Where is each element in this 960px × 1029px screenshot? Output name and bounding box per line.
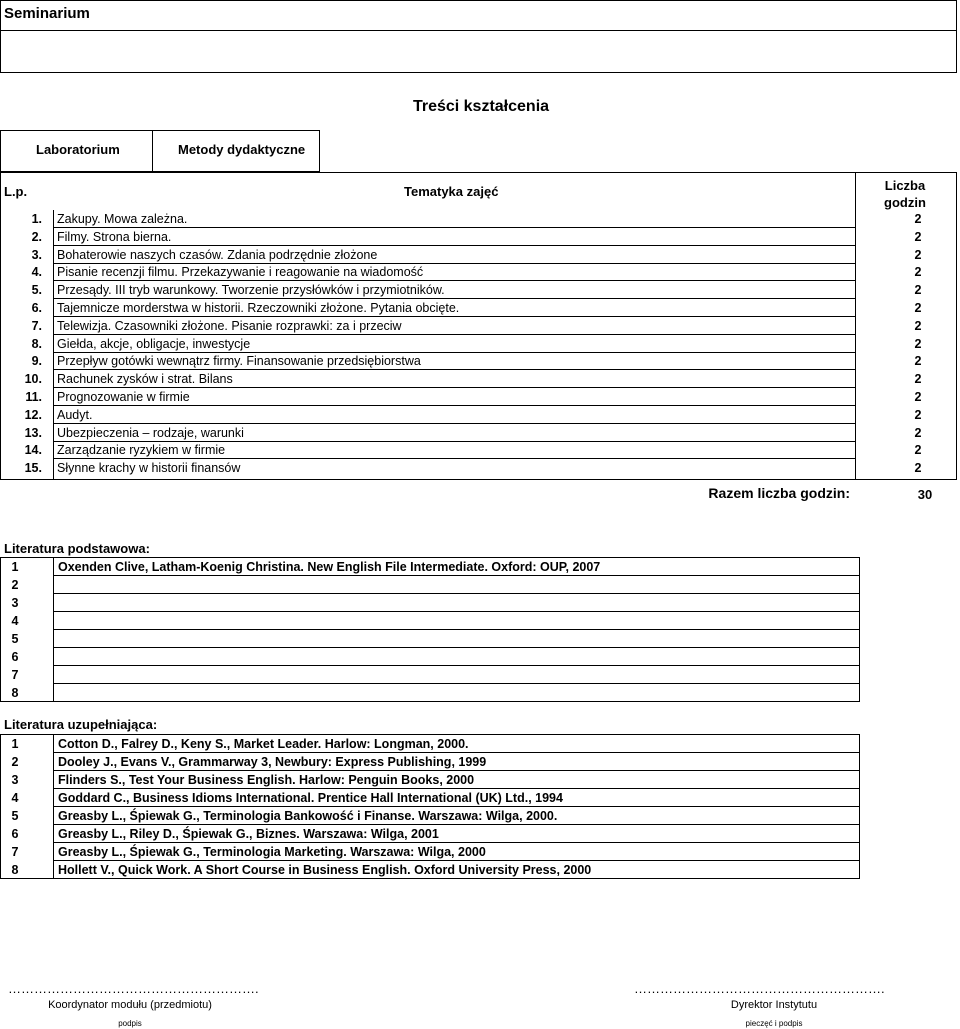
topic-hours: 2 xyxy=(914,443,922,458)
topic-num: 3. xyxy=(31,247,42,262)
topic-row xyxy=(0,441,957,459)
literature-text: Greasby L., Riley D., Śpiewak G., Biznes. Warszawa: Wilga, 2001 xyxy=(58,827,439,841)
topic-num: 11. xyxy=(25,390,42,404)
literature-text: Cotton D., Falrey D., Keny S., Market Leader. Harlow: Longman, 2000. xyxy=(58,737,469,751)
topic-text: Ubezpieczenia – rodzaje, warunki xyxy=(57,425,244,440)
literature-num: 8 xyxy=(11,863,19,877)
laboratorium-divider xyxy=(152,130,153,172)
literature-row xyxy=(0,684,860,702)
topic-num: 5. xyxy=(31,283,42,298)
metody-dydaktyczne-label: Metody dydaktyczne xyxy=(178,142,306,157)
signature-right-label: Dyrektor Instytutu xyxy=(730,999,818,1011)
topic-num: 2. xyxy=(31,229,42,244)
topic-text: Zakupy. Mowa zależna. xyxy=(57,212,188,226)
topic-row xyxy=(0,424,957,442)
topic-hours: 2 xyxy=(914,407,922,422)
literature-num: 4 xyxy=(11,614,19,628)
topic-hours: 2 xyxy=(914,247,922,262)
topic-num: 4. xyxy=(31,265,42,280)
topic-hours: 2 xyxy=(914,461,922,476)
literature-num: 4 xyxy=(11,791,19,805)
topic-hours: 2 xyxy=(914,229,922,244)
topic-hours: 2 xyxy=(914,318,922,333)
topic-row xyxy=(0,210,957,228)
literature-num: 2 xyxy=(11,755,19,769)
literature-row xyxy=(0,735,860,753)
topic-hours: 2 xyxy=(914,390,922,404)
topic-text: Zarządzanie ryzykiem w firmie xyxy=(57,443,226,458)
topic-row xyxy=(0,228,957,246)
lit-uzupelniajaca-heading: Literatura uzupełniająca: xyxy=(4,717,158,732)
topic-text: Giełda, akcje, obligacje, inwestycje xyxy=(57,336,251,351)
total-value: 30 xyxy=(917,487,933,502)
header-tematyka: Tematyka zajęć xyxy=(404,184,499,199)
literature-row xyxy=(0,612,860,630)
literature-row xyxy=(0,630,860,648)
topic-num: 9. xyxy=(31,354,42,369)
signature-left-sub: podpis xyxy=(118,1019,142,1028)
topic-text: Prognozowanie w firmie xyxy=(57,390,190,404)
topic-num: 13. xyxy=(24,425,42,440)
literature-num: 6 xyxy=(11,827,19,841)
topic-hours: 2 xyxy=(914,354,922,369)
topic-num: 8. xyxy=(31,336,42,351)
topic-text: Telewizja. Czasowniki złożone. Pisanie rozprawki: za i przeciw xyxy=(57,318,402,333)
topic-hours: 2 xyxy=(914,336,922,351)
header-lp: L.p. xyxy=(4,184,28,199)
seminarium-box xyxy=(0,0,957,73)
literature-num: 2 xyxy=(11,578,19,592)
literature-row xyxy=(0,576,860,594)
literature-num: 5 xyxy=(11,632,19,646)
literature-num: 6 xyxy=(11,650,19,664)
literature-row xyxy=(0,648,860,666)
literature-text: Greasby L., Śpiewak G., Terminologia Bankowość i Finanse. Warszawa: Wilga, 2000. xyxy=(58,809,558,823)
laboratorium-label: Laboratorium xyxy=(36,142,120,157)
literature-text: Oxenden Clive, Latham-Koenig Christina. New English File Intermediate. Oxford: OUP, 2007 xyxy=(58,560,601,574)
topic-row xyxy=(0,335,957,353)
topic-hours: 2 xyxy=(914,283,922,298)
topic-text: Bohaterowie naszych czasów. Zdania podrzędnie złożone xyxy=(57,247,378,262)
literature-num: 3 xyxy=(11,596,19,610)
header-liczba: Liczba xyxy=(884,178,926,193)
topic-hours: 2 xyxy=(914,425,922,440)
seminarium-divider xyxy=(0,30,957,31)
topic-row xyxy=(0,370,957,388)
topic-row xyxy=(0,406,957,424)
topic-num: 12. xyxy=(24,407,42,422)
literature-num: 1 xyxy=(11,737,19,751)
literature-num: 7 xyxy=(11,845,19,859)
literature-num: 8 xyxy=(11,686,19,700)
topic-text: Tajemnicze morderstwa w historii. Rzeczowniki złożone. Pytania obcięte. xyxy=(57,301,460,315)
topic-row xyxy=(0,246,957,264)
literature-num: 5 xyxy=(11,809,19,823)
header-liczba-godzin xyxy=(860,177,950,211)
literature-text: Dooley J., Evans V., Grammarway 3, Newbury: Express Publishing, 1999 xyxy=(58,755,487,769)
topic-num: 10. xyxy=(24,372,42,387)
topic-text: Przesądy. III tryb warunkowy. Tworzenie przysłówków i przymiotników. xyxy=(57,283,445,298)
literature-row xyxy=(0,825,860,843)
literature-text: Hollett V., Quick Work. A Short Course in Business English. Oxford University Press, 2000 xyxy=(58,863,592,877)
topic-row xyxy=(0,459,957,477)
literature-row xyxy=(0,753,860,771)
page-title xyxy=(0,98,960,116)
topic-text: Pisanie recenzji filmu. Przekazywanie i reagowanie na wiadomość xyxy=(57,265,424,280)
topic-text: Filmy. Strona bierna. xyxy=(57,229,172,244)
topic-num: 1. xyxy=(31,212,42,226)
literature-num: 7 xyxy=(11,668,19,682)
topic-text: Rachunek zysków i strat. Bilans xyxy=(57,372,233,387)
literature-row xyxy=(0,666,860,684)
seminarium-label: Seminarium xyxy=(4,5,90,22)
signature-right-sub: pieczęć i podpis xyxy=(745,1019,803,1028)
topic-text: Słynne krachy w historii finansów xyxy=(57,461,241,476)
topic-hours: 2 xyxy=(914,265,922,280)
topic-row xyxy=(0,388,957,406)
topic-num: 6. xyxy=(31,301,42,315)
topic-row xyxy=(0,317,957,335)
header-godzin: godzin xyxy=(884,195,926,210)
literature-row xyxy=(0,558,860,576)
literature-text: Goddard C., Business Idioms International. Prentice Hall International (UK) Ltd., 1994 xyxy=(58,791,563,805)
topic-num: 7. xyxy=(31,318,42,333)
literature-row xyxy=(0,843,860,861)
signature-right-dots: …………………………………………………. xyxy=(634,981,885,996)
literature-text: Flinders S., Test Your Business English. Harlow: Penguin Books, 2000 xyxy=(58,773,475,787)
literature-row xyxy=(0,789,860,807)
topic-hours: 2 xyxy=(914,372,922,387)
topic-hours: 2 xyxy=(914,212,922,226)
literature-num: 3 xyxy=(11,773,19,787)
literature-num: 1 xyxy=(11,560,19,574)
total-label: Razem liczba godzin: xyxy=(708,485,850,501)
topic-text: Przepływ gotówki wewnątrz firmy. Finansowanie przedsiębiorstwa xyxy=(57,354,421,369)
literature-row xyxy=(0,594,860,612)
page-title-text: Treści kształcenia xyxy=(412,98,550,115)
literature-row xyxy=(0,771,860,789)
topic-row xyxy=(0,352,957,370)
topic-row xyxy=(0,299,957,317)
literature-row xyxy=(0,807,860,825)
literature-text: Greasby L., Śpiewak G., Terminologia Marketing. Warszawa: Wilga, 2000 xyxy=(58,845,486,859)
topic-text: Audyt. xyxy=(57,407,93,422)
topic-row xyxy=(0,263,957,281)
topic-row xyxy=(0,281,957,299)
literature-row xyxy=(0,861,860,879)
topic-hours: 2 xyxy=(914,301,922,315)
signature-left-dots: …………………………………………………. xyxy=(8,981,259,996)
topic-num: 14. xyxy=(24,443,42,458)
topic-num: 15. xyxy=(24,461,42,476)
lit-podstawowa-heading: Literatura podstawowa: xyxy=(4,541,150,556)
signature-left-label: Koordynator modułu (przedmiotu) xyxy=(48,999,212,1011)
